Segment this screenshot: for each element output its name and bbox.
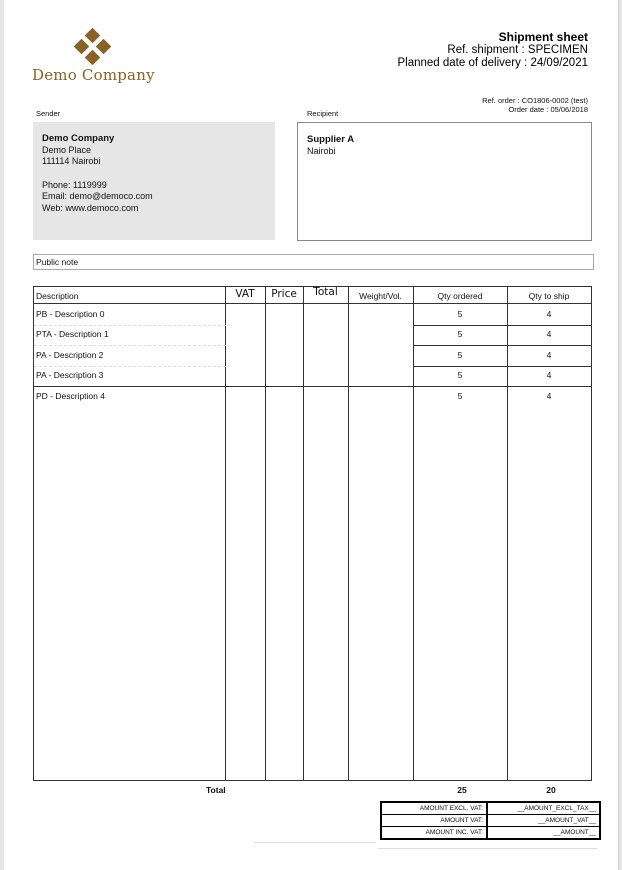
amount-value: __AMOUNT__ — [553, 829, 596, 836]
amount-label: AMOUNT VAT: — [382, 815, 488, 826]
sender-box — [33, 122, 275, 240]
col-header-price: Price — [271, 288, 297, 300]
sender-phone: Phone: 1119999 — [42, 179, 107, 190]
amounts-box — [380, 801, 601, 840]
row-qty-ship: 4 — [546, 350, 552, 360]
row-qty-ship: 4 — [546, 370, 552, 380]
document-page — [4, 0, 619, 870]
company-logo — [32, 28, 162, 88]
ref-order: Ref. order : CO1806-0002 (test) — [482, 96, 588, 105]
row-description: PB - Description 0 — [36, 309, 105, 319]
row-qty-ordered: 5 — [457, 309, 463, 319]
sender-email: Email: demo@democo.com — [42, 191, 153, 201]
total-qty-ship: 20 — [546, 785, 556, 795]
amount-row — [382, 803, 599, 815]
row-description: PD - Description 4 — [36, 391, 105, 401]
public-note: Public note — [33, 254, 594, 270]
sender-label: Sender — [36, 109, 61, 118]
amount-row — [382, 827, 599, 838]
order-references — [482, 96, 588, 114]
col-header-qty-ordered: Qty ordered — [437, 291, 483, 301]
planned-delivery-date: Planned date of delivery : 24/09/2021 — [397, 57, 588, 69]
order-date: Order date : 05/06/2018 — [508, 105, 588, 114]
row-description: PA - Description 3 — [36, 370, 104, 380]
recipient-name: Supplier A — [307, 134, 355, 145]
row-qty-ship: 4 — [546, 309, 552, 319]
sender-name: Demo Company — [42, 133, 115, 144]
row-qty-ordered: 5 — [457, 370, 463, 380]
row-qty-ordered: 5 — [457, 350, 463, 360]
col-header-description: Description — [36, 291, 79, 301]
document-header — [397, 30, 588, 70]
logo-text: Demo Company — [32, 66, 155, 84]
recipient-city: Nairobi — [307, 145, 336, 156]
ref-shipment: Ref. shipment : SPECIMEN — [447, 44, 588, 56]
col-header-vat: VAT — [235, 288, 255, 300]
footer-line — [378, 848, 597, 849]
signature-line — [254, 842, 376, 843]
col-header-total: Total — [313, 286, 338, 298]
amount-label: AMOUNT EXCL. VAT: — [382, 803, 488, 814]
row-qty-ordered: 5 — [457, 329, 463, 339]
row-qty-ordered: 5 — [457, 391, 463, 401]
recipient-box — [297, 122, 592, 241]
amount-value: __AMOUNT_EXCL_TAX__ — [517, 805, 596, 812]
amount-value: __AMOUNT_VAT__ — [538, 817, 596, 824]
sender-address: Demo Place — [42, 144, 92, 155]
total-qty-ordered: 25 — [457, 785, 467, 795]
sender-web: Web: www.democo.com — [42, 202, 139, 213]
recipient-label: Recipient — [307, 109, 339, 118]
row-qty-ship: 4 — [546, 391, 552, 401]
row-description: PA - Description 2 — [36, 350, 104, 360]
document-title: Shipment sheet — [498, 30, 588, 44]
row-qty-ship: 4 — [546, 329, 552, 339]
amount-row — [382, 815, 599, 827]
col-header-qty-ship: Qty to ship — [528, 291, 570, 301]
totals-label: Total — [206, 785, 226, 795]
amount-label: AMOUNT INC. VAT: — [382, 827, 488, 838]
row-description: PTA - Description 1 — [36, 329, 109, 339]
sender-city: 111114 Nairobi — [42, 156, 101, 166]
col-header-weight: Weight/Vol. — [359, 291, 402, 301]
logo-diamonds-icon — [72, 28, 114, 66]
lines-table — [33, 286, 592, 781]
